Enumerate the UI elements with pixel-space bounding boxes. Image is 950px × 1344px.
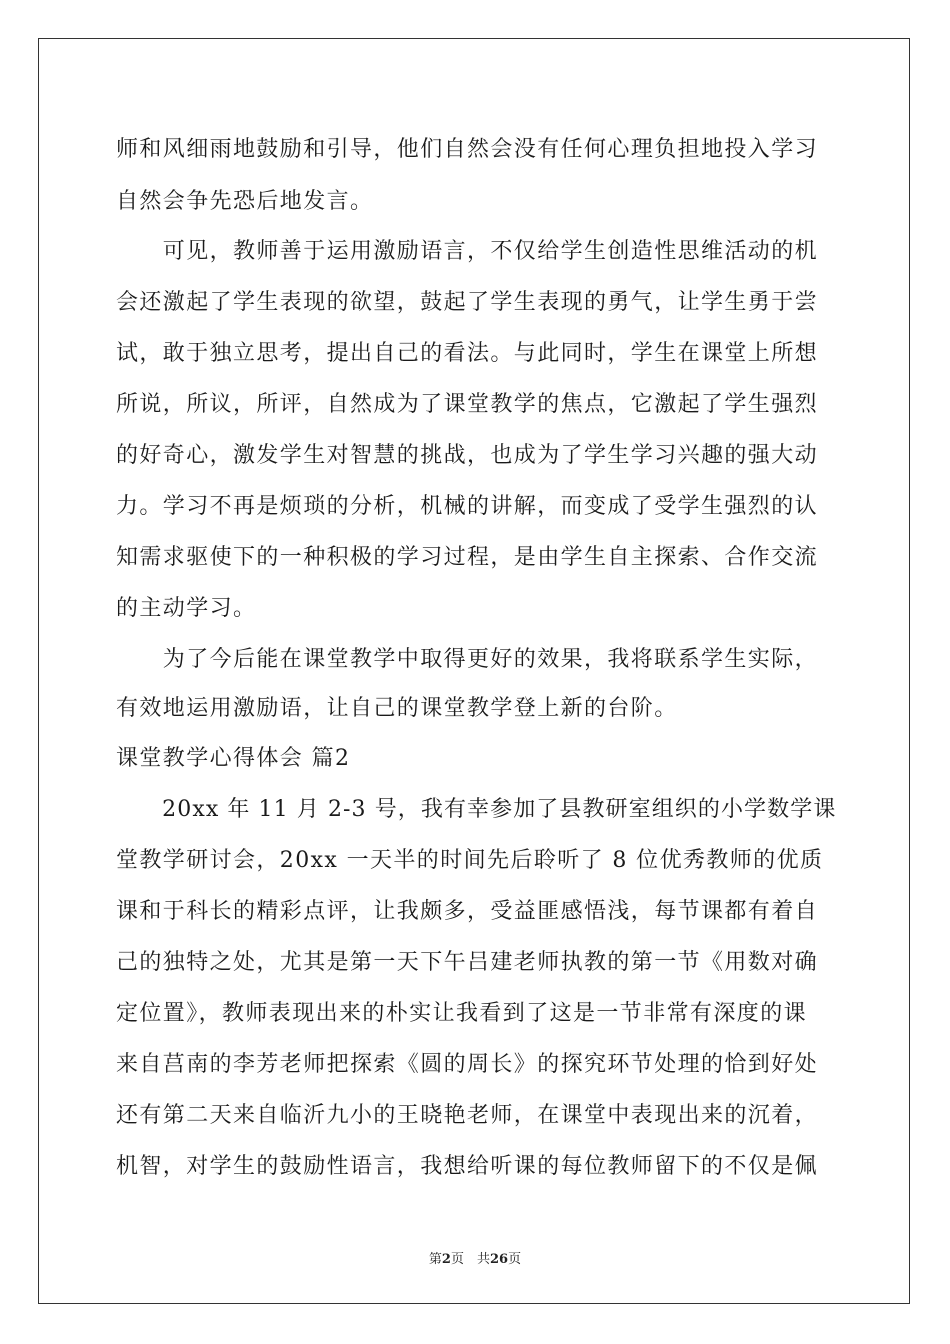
text-line: 知需求驱使下的一种积极的学习过程，是由学生自主探索、合作交流 xyxy=(116,545,819,570)
text-line: 自然会争先恐后地发言。 xyxy=(116,189,374,214)
text-line: 所说，所议，所评，自然成为了课堂教学的焦点，它激起了学生强烈 xyxy=(116,392,819,417)
text-line: 力。学习不再是烦琐的分析，机械的讲解，而变成了受学生强烈的认 xyxy=(116,494,819,519)
text-line: 有效地运用激励语，让自己的课堂教学登上新的台阶。 xyxy=(116,696,678,721)
text-line: 堂教学研讨会，20xx 一天半的时间先后聆听了 8 位优秀教师的优质 xyxy=(116,848,824,873)
page-suffix: 页 xyxy=(508,1252,522,1267)
text-line: 会还激起了学生表现的欲望，鼓起了学生表现的勇气，让学生勇于尝 xyxy=(116,290,819,315)
text-line: 的好奇心，激发学生对智慧的挑战，也成为了学生学习兴趣的强大动 xyxy=(116,443,819,468)
text-line: 还有第二天来自临沂九小的王晓艳老师，在课堂中表现出来的沉着， xyxy=(116,1103,819,1128)
text-line: 机智，对学生的鼓励性语言，我想给听课的每位教师留下的不仅是佩 xyxy=(116,1154,819,1179)
text-line: 己的独特之处，尤其是第一天下午吕建老师执教的第一节《用数对确 xyxy=(116,950,819,975)
page-separator: 页 共 xyxy=(450,1252,490,1267)
page-prefix: 第 xyxy=(428,1252,442,1267)
section-heading: 课堂教学心得体会 篇2 xyxy=(116,746,351,771)
text-line: 师和风细雨地鼓励和引导，他们自然会没有任何心理负担地投入学习 xyxy=(116,137,819,162)
total-page-count: 26 xyxy=(489,1252,509,1267)
text-line: 可见，教师善于运用激励语言，不仅给学生创造性思维活动的机 xyxy=(116,239,819,264)
text-line: 试，敢于独立思考，提出自己的看法。与此同时，学生在课堂上所想 xyxy=(116,341,819,366)
current-page-number: 2 xyxy=(441,1252,451,1267)
text-line: 来自莒南的李芳老师把探索《圆的周长》的探究环节处理的恰到好处 xyxy=(116,1052,819,1077)
page-footer xyxy=(0,1248,950,1267)
text-line: 为了今后能在课堂教学中取得更好的效果，我将联系学生实际， xyxy=(116,647,819,672)
text-line: 课和于科长的精彩点评，让我颇多，受益匪感悟浅，每节课都有着自 xyxy=(116,899,819,924)
text-line: 的主动学习。 xyxy=(116,596,257,621)
text-line: 20xx 年 11 月 2-3 号，我有幸参加了县教研室组织的小学数学课 xyxy=(116,797,837,822)
text-line: 定位置》，教师表现出来的朴实让我看到了这是一节非常有深度的课 xyxy=(116,1001,808,1026)
